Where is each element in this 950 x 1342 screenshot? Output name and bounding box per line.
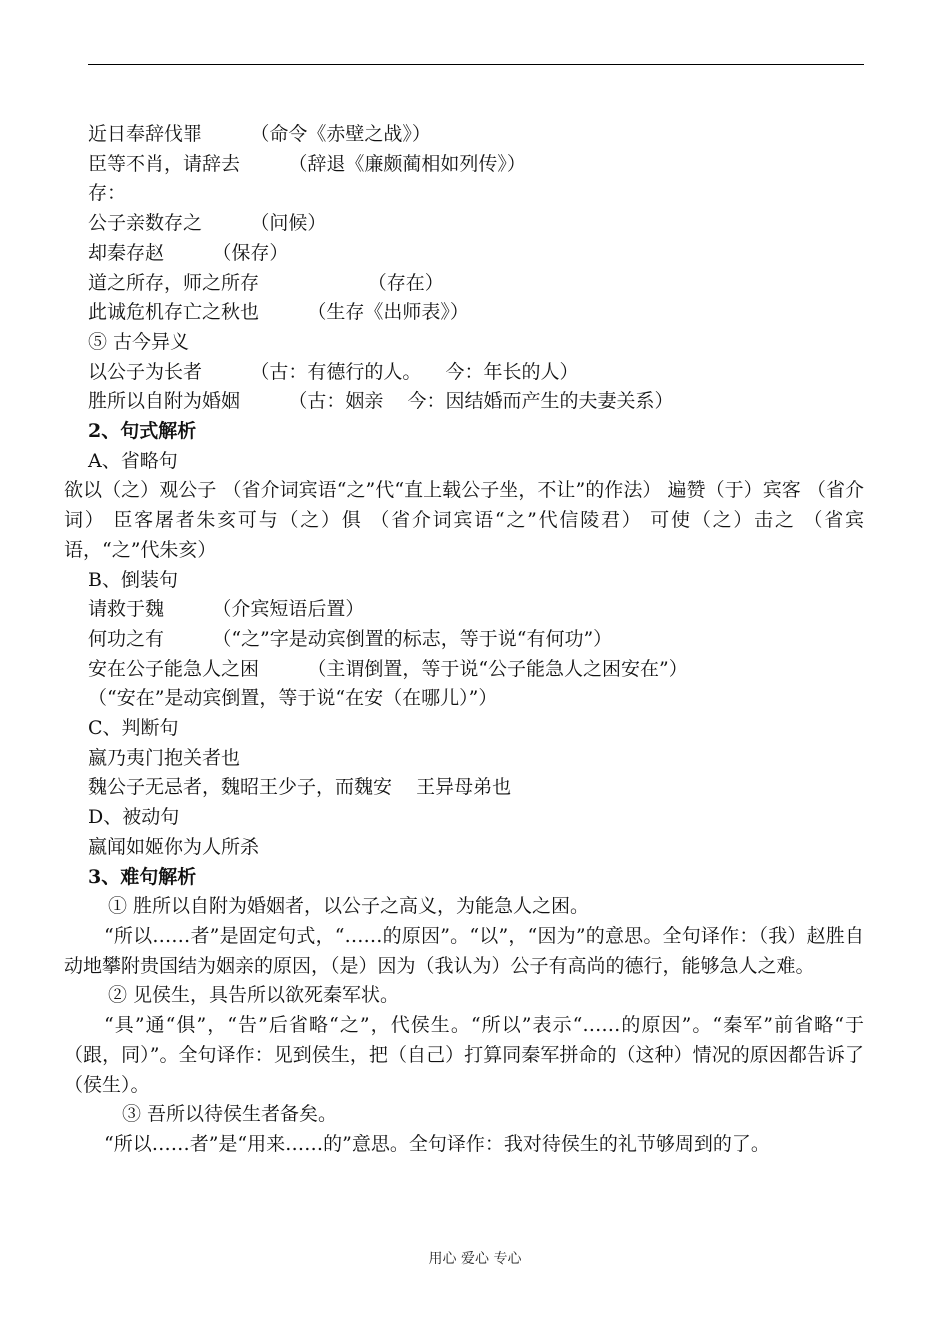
text-line: ② 见侯生，具告所以欲死秦军状。 [108, 984, 400, 1007]
text-line: （“安在”是动宾倒置，等于说“在安（在哪儿）”） [88, 687, 498, 710]
header-rule [88, 64, 864, 65]
subsection-heading: B、倒装句 [88, 568, 178, 591]
subsection-heading: D、被动句 [88, 806, 180, 829]
text-line: 此诚危机存亡之秋也 （生存《出师表》） [88, 301, 469, 324]
text-line: ③ 吾所以待侯生者备矣。 [122, 1103, 338, 1126]
text-line: 近日奉辞伐罪 （命令《赤壁之战》） [88, 123, 431, 145]
text-line: 道之所存，师之所存 （存在） [88, 271, 444, 294]
text-paragraph: “具”通“俱”，“告”后省略“之”，代侯生。“所以”表示“……的原因”。“秦军”前省略“于（跟，同）”。全句译作：见到侯生，把（自己）打算同秦军拼命的（这种）情况的原因都告诉了（侯生）。 [64, 1014, 864, 1096]
section-heading: 3、难句解析 [88, 865, 197, 888]
text-line: 却秦存赵 （保存） [88, 241, 289, 264]
text-line: ① 胜所以自附为婚姻者，以公子之高义，为能急人之困。 [108, 895, 590, 918]
text-line: 请救于魏 （介宾短语后置） [88, 598, 365, 621]
text-line: 以公子为长者 （古：有德行的人。 今：年长的人） [88, 360, 579, 383]
text-line: 公子亲数存之 （问候） [88, 212, 327, 235]
text-line: 嬴乃夷门抱关者也 [88, 746, 241, 769]
text-line: 存： [88, 182, 127, 205]
text-paragraph: “所以……者”是“用来……的”意思。全句译作：我对待侯生的礼节够周到的了。 [104, 1132, 770, 1155]
page-footer: 用心 爱心 专心 [428, 1251, 522, 1267]
text-paragraph: 欲以（之）观公子 （省介词宾语“之”代“直上载公子坐，不让”的作法） 遍赞（于）宾客 （省介词） 臣客屠者朱亥可与（之）俱 （省介词宾语“之”代信陵君） 可使（之）击之 （省宾语，“之”代朱亥） [64, 479, 864, 561]
subsection-heading: C、判断句 [88, 717, 179, 740]
text-line: 嬴闻如姬你为人所杀 [88, 835, 260, 858]
text-line: 魏公子无忌者，魏昭王少子，而魏安 王异母弟也 [88, 776, 512, 799]
text-paragraph: “所以……者”是固定句式，“……的原因”。“以”，“因为”的意思。全句译作：（我）赵胜自动地攀附贵国结为姻亲的原因，（是）因为（我认为）公子有高尚的德行，能够急人之难。 [64, 924, 864, 977]
section-heading: 2、句式解析 [88, 420, 197, 443]
text-line: 安在公子能急人之困 （主谓倒置，等于说“公子能急人之困安在”） [88, 657, 688, 680]
text-line: 何功之有 （“之”字是动宾倒置的标志，等于说“有何功”） [88, 627, 613, 650]
text-line: 臣等不肖，请辞去 （辞退《廉颇蔺相如列传》） [88, 152, 526, 175]
subsection-heading: A、省略句 [88, 449, 178, 472]
text-line: 胜所以自附为婚姻 （古：姻亲 今：因结婚而产生的夫妻关系） [88, 390, 674, 413]
document-body [64, 120, 864, 1160]
section-heading: ⑤ 古今异义 [88, 330, 190, 353]
